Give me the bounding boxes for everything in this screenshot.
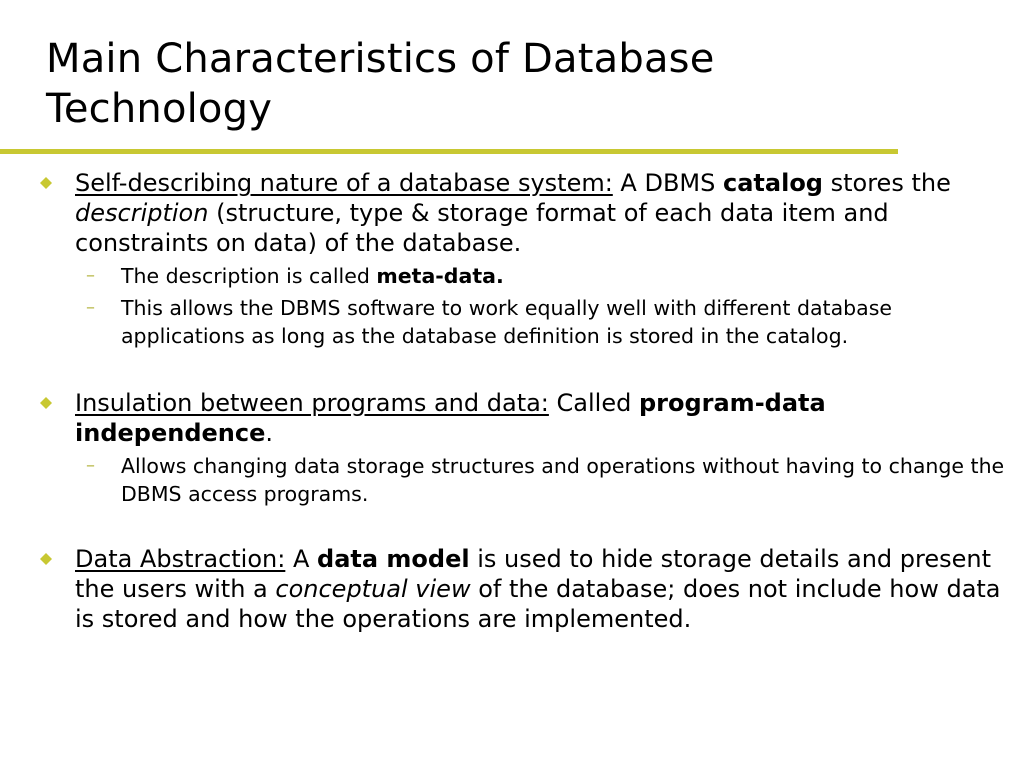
dash-icon: – [86, 265, 95, 286]
bullet-term: Self-describing nature of a database system: [75, 169, 613, 197]
bullet-self-describing [0, 168, 1024, 258]
bullet-bold-term: catalog [723, 169, 823, 197]
bullet-bold-term: data model [317, 545, 470, 573]
bullet-text: A [285, 545, 318, 573]
bullet-insulation [0, 388, 1024, 448]
sub-bullet-text: This allows the DBMS software to work equally well with different database applications as long as the database definition is stored in the catalog. [121, 296, 893, 348]
sub-bullet-storage-structures [0, 452, 1024, 508]
diamond-icon [40, 397, 52, 409]
title-divider [0, 149, 898, 154]
bullet-term: Insulation between programs and data: [75, 389, 549, 417]
slide-body [0, 168, 1024, 634]
sub-bullet-text: Allows changing data storage structures and operations without having to change the DBMS access programs. [121, 454, 1005, 506]
diamond-icon [40, 553, 52, 565]
slide-title-line1: Main Characteristics of Database [46, 36, 715, 82]
sub-bullet-text: The description is called [121, 264, 377, 288]
bullet-text: is used to hide storage details and present the users with a [75, 545, 991, 603]
sub-bullet-bold: meta-data. [376, 264, 504, 288]
sub-bullet-meta-data [0, 262, 1024, 290]
bullet-text: . [265, 419, 273, 447]
bullet-term: Data Abstraction: [75, 545, 286, 573]
bullet-data-abstraction [0, 544, 1024, 634]
diamond-icon [40, 177, 52, 189]
dash-icon: – [86, 297, 95, 318]
bullet-text: (structure, type & storage format of each data item and constraints on data) of the database. [75, 199, 889, 257]
bullet-text: of the database; does not include how data is stored and how the operations are implemented. [75, 575, 1001, 633]
bullet-bold-term: program-data independence [75, 389, 826, 447]
bullet-italic-term: description [75, 199, 209, 227]
bullet-text: A DBMS [612, 169, 723, 197]
bullet-text: Called [548, 389, 639, 417]
bullet-italic-term: conceptual view [275, 575, 471, 603]
bullet-text: stores the [822, 169, 951, 197]
sub-bullet-dbms-software [0, 294, 1024, 350]
slide-title-line2: Technology [46, 86, 273, 132]
slide-title [46, 34, 946, 134]
dash-icon: – [86, 455, 95, 476]
